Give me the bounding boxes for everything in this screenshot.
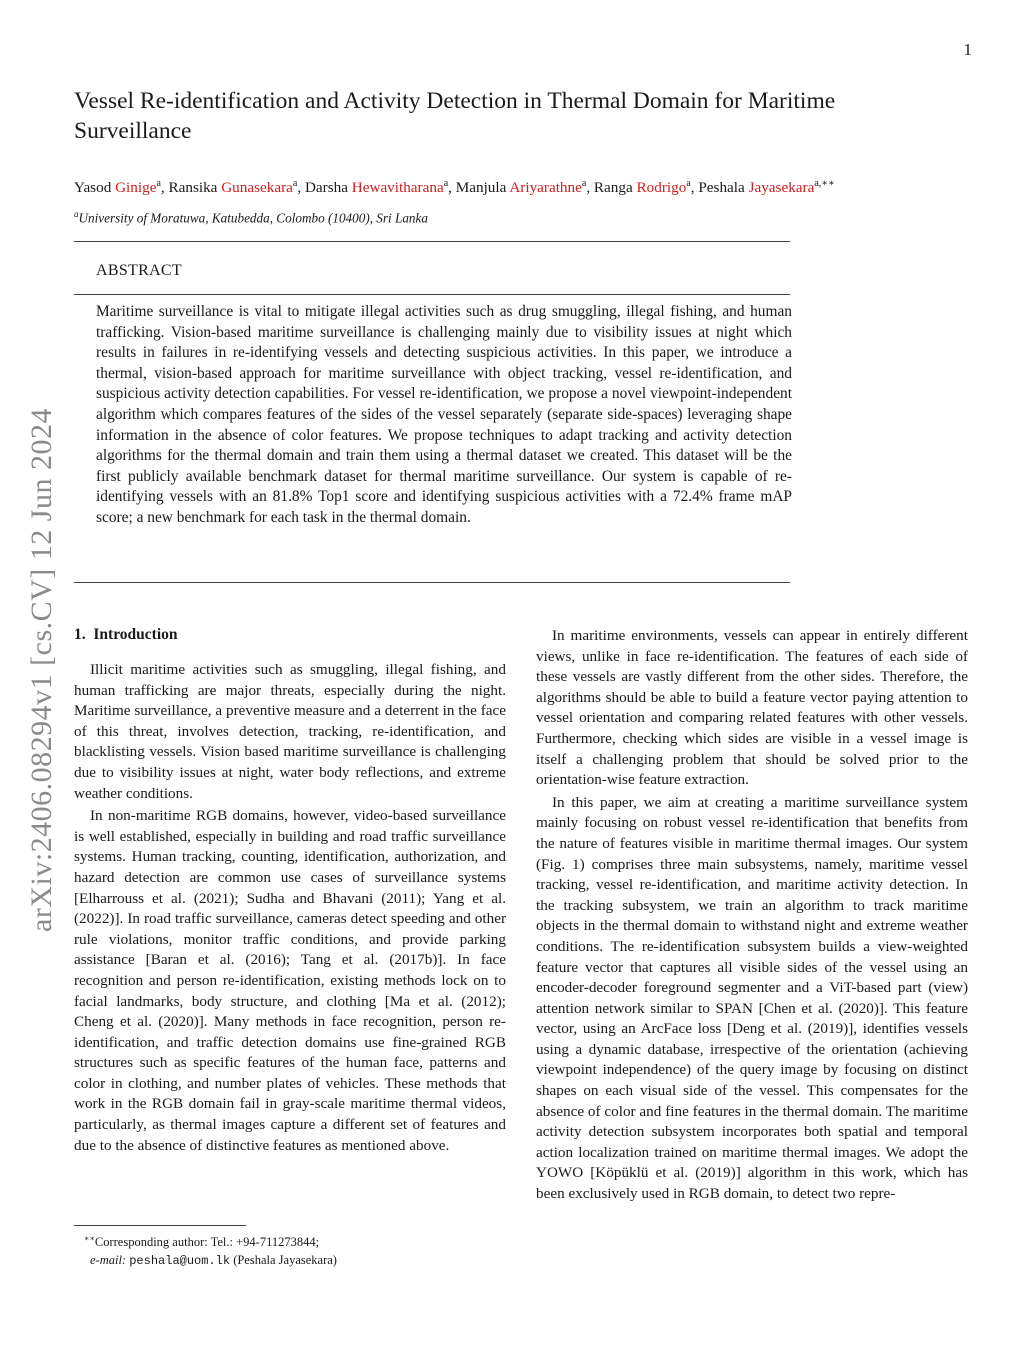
arxiv-identifier: arXiv:2406.08294v1 [cs.CV] 12 Jun 2024: [25, 408, 58, 932]
divider: [74, 294, 790, 295]
divider: [74, 241, 790, 242]
author: Ranga Rodrigo$^a$: [593, 178, 691, 197]
author-list: Yasod Ginige$^a$, Ransika Gunasekara$^a$, Darsha Hewavitharana$^a$, Manjula Ariyarathne$^a$, Ranga Rodrigo$^a$, Peshala Jayasekara$^{a,∗∗}$: [74, 178, 835, 197]
paragraph: In this paper, we aim at creating a maritime surveillance system mainly focusing on robust vessel re-identification that benefits from the nature of features visible in maritime thermal images. Our system (Fig. 1) comprises three main subsystems, namely, maritime vessel tracking, vessel re-identification, and maritime activity detection. In the tracking subsystem, we train an algorithm to track maritime objects in the thermal domain to withstand night and extreme weather conditions. The re-identification subsystem builds a view-weighted feature vector that captures all visible sides of the vessel using an encoder-decoder foreground segmenter and a ViT-based part (view) attention network similar to SPAN [Chen et al. (2020)]. This feature vector, using an ArcFace loss [Deng et al. (2019)], identifies vessels using a dynamic database, irrespective of the orientation (achieving viewpoint independence) of the query image by focusing on distinct shapes on each visual side of the vessel. This compensates for the absence of color and fine features in the thermal domain. The maritime activity detection subsystem incorporates both spatial and temporal action localization trained on maritime thermal images. We adopt the YOWO [Köpüklü et al. (2019)] algorithm in this work, which has been exclusively used in RGB domain, to detect two repre-: [536, 793, 968, 1203]
paragraph: In non-maritime RGB domains, however, video-based surveillance is well established, especially in building and road traffic surveillance systems. Human tracking, counting, identification, authorization, and hazard detection are common use cases of surveillance systems [Elharrouss et al. (2021); Sudha and Bhavani (2011); Yang et al. (2022)]. In road traffic surveillance, cameras detect speeding and other rule violations, monitor traffic conditions, and provide parking assistance [Baran et al. (2016); Tang et al. (2017b)]. In face recognition and person re-identification, existing methods lock on to facial landmarks, body structure, and clothing [Ma et al. (2012); Cheng et al. (2020)]. Many methods in face recognition, person re-identification, and traffic detection domains use fine-grained RGB structures such as specific features of the human face, patterns and color in clothing, and number plates of vehicles. These methods that work in the RGB domain fail in gray-scale maritime thermal videos, particularly, as thermal images capture a different set of features and due to the absence of distinctive features as mentioned above.: [74, 807, 506, 1154]
arxiv-sidebar: [18, 370, 66, 970]
author: Yasod Ginige$^a$: [74, 178, 161, 197]
author: Ransika Gunasekara$^a$: [168, 178, 298, 197]
affiliation: $^a$University of Moratuwa, Katubedda, Colombo (10400), Sri Lanka: [74, 209, 428, 226]
footnote-line: ∗∗Corresponding author: Tel.: +94-711273844;: [84, 1234, 320, 1250]
right-column: [536, 626, 968, 1205]
footnote: [84, 1230, 504, 1270]
section-heading: 1. Introduction: [74, 626, 178, 643]
paragraph: Illicit maritime activities such as smuggling, illegal fishing, and human trafficking are major threats, especially during the night. Maritime surveillance, a preventive measure and a deterrent in the face of this threat, involves detection, tracking, re-identification, and blacklisting vessels. Vision based maritime surveillance is challenging due to visibility issues at night, water body reflections, and extreme weather conditions.: [74, 661, 506, 802]
abstract-heading: ABSTRACT: [96, 262, 182, 279]
left-column: [74, 660, 506, 1156]
author: Peshala Jayasekara$^{a,∗∗}$: [698, 178, 835, 197]
paper-title: Vessel Re-identification and Activity Detection in Thermal Domain for Maritime Surveillance: [74, 88, 836, 144]
author: Manjula Ariyarathne$^a$: [455, 178, 587, 197]
divider: [74, 582, 790, 583]
abstract-text: Maritime surveillance is vital to mitigate illegal activities such as drug smuggling, illegal fishing, and human trafficking. Vision-based maritime surveillance is challenging mainly due to visibility issues at night which results in failures in re-identifying vessels and detecting suspicious activities. In this paper, we introduce a thermal, vision-based approach for maritime surveillance with object tracking, vessel re-identification, and suspicious activity detection capabilities. For vessel re-identification, we propose a novel viewpoint-independent algorithm which compares features of the sides of the vessel separately (separate side-spaces) leveraging shape information in the absence of color features. We propose techniques to adapt tracking and activity detection algorithms for the thermal domain and train them using a thermal dataset we created. This dataset will be the first publicly available benchmark dataset for thermal maritime surveillance. Our system is capable of re-identifying vessels with an 81.8% Top1 score and identifying suspicious activities with a 72.4% frame mAP score; a new benchmark for each task in the thermal domain.: [96, 303, 792, 526]
author: Darsha Hewavitharana$^a$: [304, 178, 449, 197]
footnote-email-line: e-mail: peshala@uom.lk (Peshala Jayasekara): [90, 1253, 337, 1269]
email-address: peshala@uom.lk: [129, 1254, 231, 1269]
paragraph: In maritime environments, vessels can appear in entirely different views, unlike in face re-identification. The features of each side of these vessels are vastly different from the other sides. Therefore, the algorithms should be able to build a feature vector paying attention to vessel orientation and comparing related features with other vessels. Furthermore, checking which sides are visible in a vessel image is itself a challenging problem that should be solved prior to the orientation-wise feature extraction.: [536, 627, 968, 789]
page-number: 1: [963, 40, 972, 59]
footnote-rule: [74, 1225, 246, 1226]
